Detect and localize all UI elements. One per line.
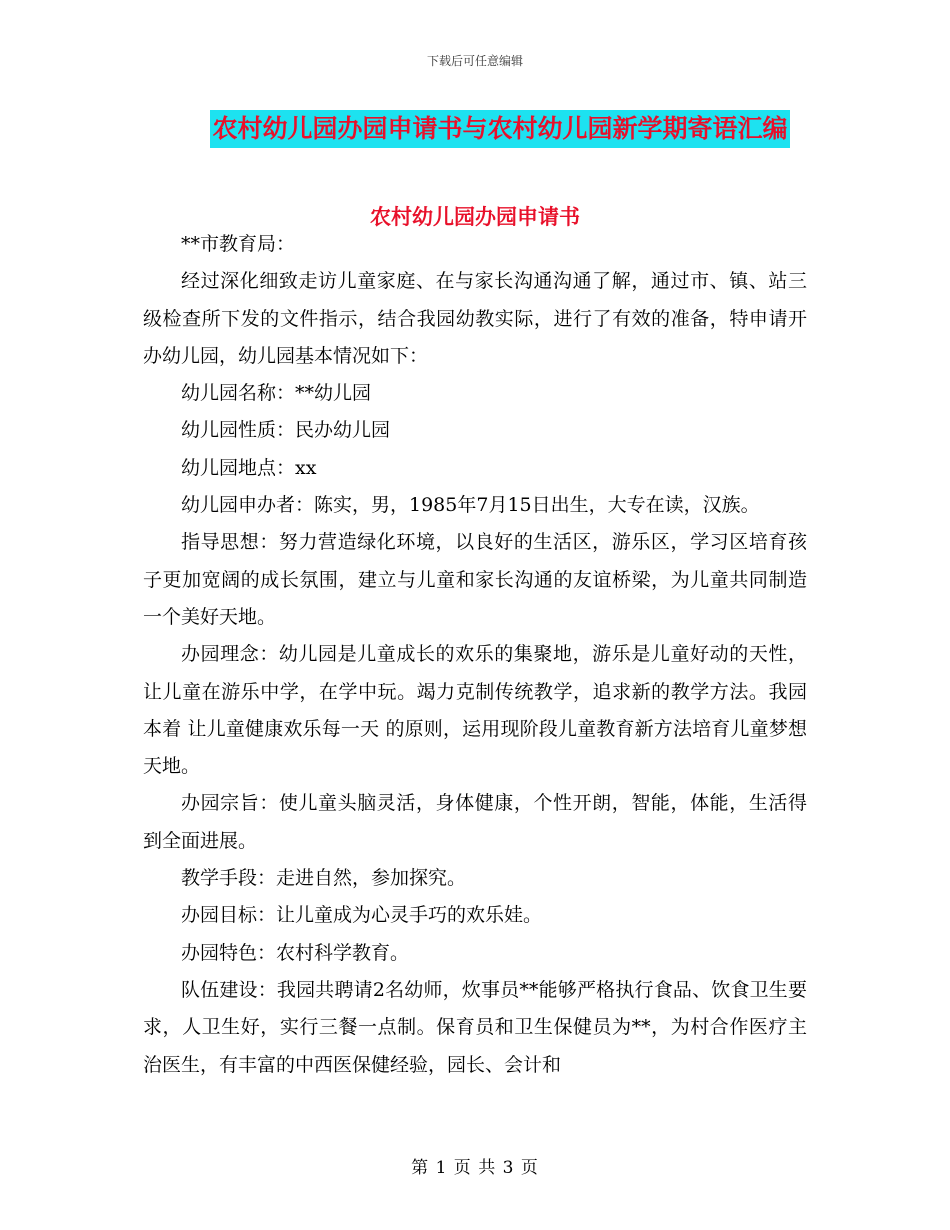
features: 办园特色：农村科学教育。 — [181, 941, 410, 964]
section-title: 农村幼儿园办园申请书 — [370, 204, 580, 229]
kindergarten-applicant: 幼儿园申办者：陈实，男，1985年7月15日出生，大专在读，汉族。 — [181, 494, 760, 517]
salutation: **市教育局： — [181, 233, 296, 255]
main-title: 农村幼儿园办园申请书与农村幼儿园新学期寄语汇编 — [210, 110, 789, 148]
guiding-ideology: 指导思想：努力营造绿化环境，以良好的生活区，游乐区，学习区培育孩子更加宽阔的成长氛围，建立与儿童和家长沟通的友谊桥梁，为儿童共同制造一个美好天地。 — [143, 531, 807, 628]
purpose: 办园宗旨：使儿童头脑灵活，身体健康，个性开朗，智能，体能，生活得到全面进展。 — [143, 792, 807, 852]
kindergarten-location: 幼儿园地点：xx — [181, 456, 317, 479]
kindergarten-name: 幼儿园名称：**幼儿园 — [181, 382, 372, 405]
page-footer: 第 1 页 共 3 页 — [411, 1158, 539, 1178]
intro-paragraph: 经过深化细致走访儿童家庭、在与家长沟通沟通了解，通过市、镇、站三级检查所下发的文件指示，结合我园幼教实际，进行了有效的准备，特申请开办幼儿园，幼儿园基本情况如下： — [143, 270, 807, 367]
philosophy: 办园理念：幼儿园是儿童成长的欢乐的集聚地，游乐是儿童好动的天性，让儿童在游乐中学，在学中玩。竭力克制传统教学，追求新的教学方法。我园本着 让儿童健康欢乐每一天 的原则，运用现阶段儿童教育新方法培育儿童梦想天地。 — [143, 643, 807, 778]
goals: 办园目标：让儿童成为心灵手巧的欢乐娃。 — [181, 904, 543, 927]
page-header-note: 下载后可任意编辑 — [426, 54, 523, 68]
document-body — [143, 226, 807, 1084]
kindergarten-nature: 幼儿园性质：民办幼儿园 — [181, 419, 391, 442]
main-title-container — [0, 110, 950, 148]
staffing: 队伍建设：我园共聘请2名幼师，炊事员**能够严格执行食品、饮食卫生要求，人卫生好，实行三餐一点制。保育员和卫生保健员为**，为村合作医疗主治医生，有丰富的中西医保健经验，园长、会计和 — [143, 978, 807, 1076]
teaching-methods: 教学手段：走进自然，参加探究。 — [181, 867, 467, 890]
